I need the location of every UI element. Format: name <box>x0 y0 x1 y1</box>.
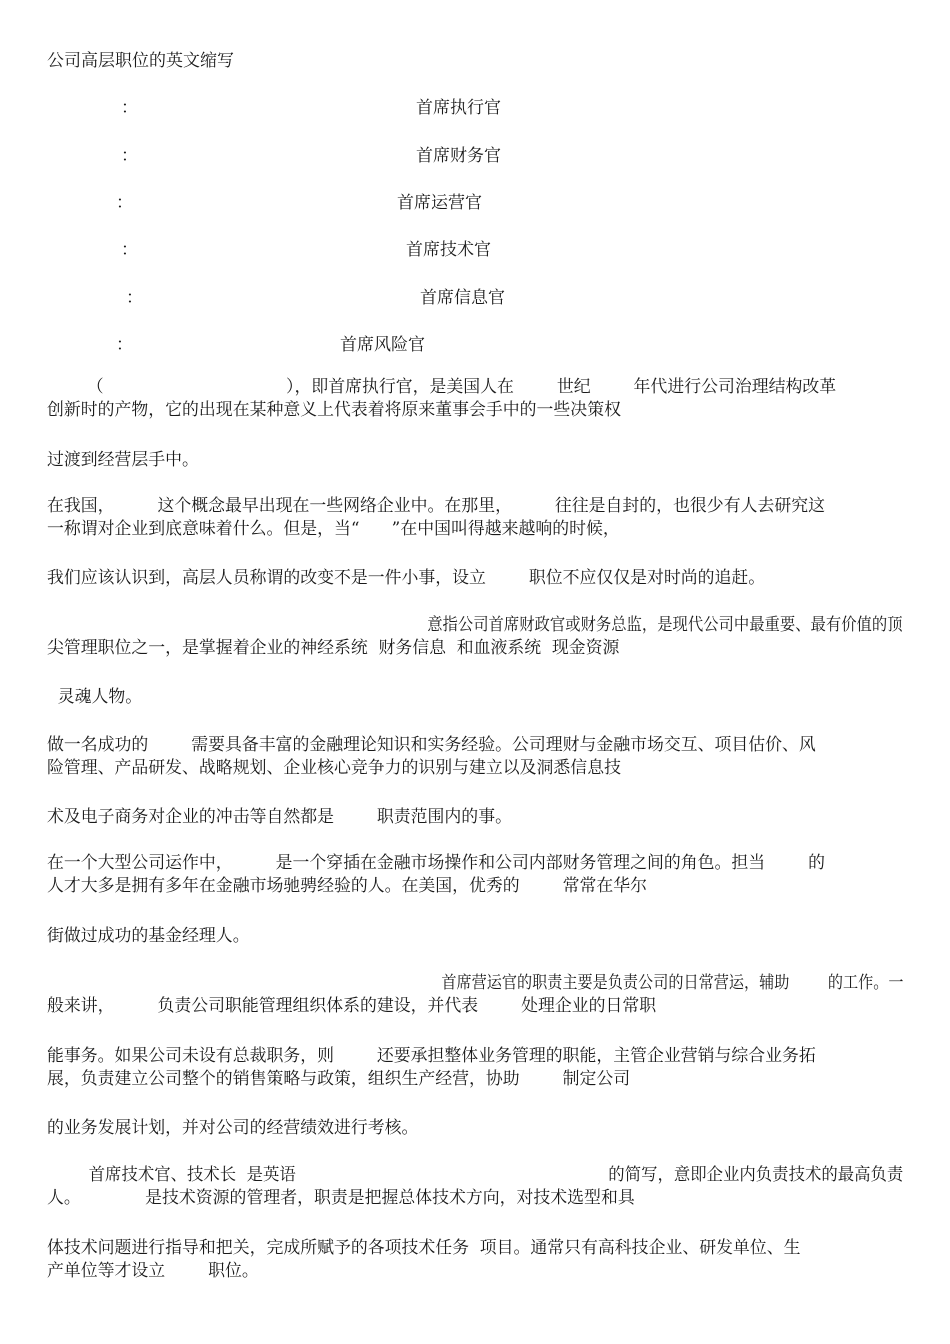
definition-colon: ： <box>126 288 143 308</box>
paragraph-line: 人。 是技术资源的管理者，职责是把握总体技术方向，对技术选型和具 <box>47 1188 635 1208</box>
paragraph <box>47 376 909 422</box>
paragraph-line: 产单位等才设立 职位。 <box>47 1261 259 1281</box>
paragraph <box>47 1237 909 1283</box>
paragraph <box>47 852 909 898</box>
definition-label: 首席风险官 <box>340 335 425 355</box>
paragraph <box>47 495 909 541</box>
definition-label: 首席财务官 <box>416 146 501 166</box>
paragraph-line: 街做过成功的基金经理人。 <box>47 926 250 946</box>
paragraph <box>47 614 909 660</box>
definition-label: 首席技术官 <box>406 240 491 260</box>
paragraph-line: 一称谓对企业到底意味着什么。但是，当“ ”在中国叫得越来越响的时候， <box>47 519 620 539</box>
definition-colon: ： <box>116 193 133 213</box>
definition-label: 首席运营官 <box>397 193 482 213</box>
definition-colon: ： <box>116 335 133 355</box>
paragraph-line: 在我国， 这个概念最早出现在一些网络企业中。在那里， 往往是自封的，也很少有人去研究这 <box>47 496 825 516</box>
paragraph-line: 能事务。如果公司未设有总裁职务，则 还要承担整体业务管理的职能，主管企业营销与综合业务拓 <box>47 1046 816 1066</box>
paragraph-line: 意指公司首席财政官或财务总监，是现代公司中最重要、最有价值的顶 <box>47 615 903 635</box>
paragraph-line: 的业务发展计划，并对公司的经营绩效进行考核。 <box>47 1118 419 1138</box>
definition-colon: ： <box>121 240 138 260</box>
paragraph-line: 创新时的产物，它的出现在某种意义上代表着将原来董事会手中的一些决策权 <box>47 400 621 420</box>
paragraph <box>47 806 909 829</box>
paragraph <box>47 734 909 780</box>
document-title: 公司高层职位的英文缩写 <box>47 51 234 71</box>
paragraph <box>47 1117 909 1140</box>
paragraph-line: 过渡到经营层手中。 <box>47 450 199 470</box>
paragraph-line: 尖管理职位之一，是掌握着企业的神经系统 财务信息 和血液系统 现金资源 <box>47 638 620 658</box>
paragraph-line: 体技术问题进行指导和把关，完成所赋予的各项技术任务 项目。通常只有高科技企业、研发单位、生 <box>47 1238 801 1258</box>
paragraph <box>47 972 909 1018</box>
paragraph-line: 人才大多是拥有多年在金融市场驰骋经验的人。在美国，优秀的 常常在华尔 <box>47 876 648 896</box>
paragraph-line: 般来讲， 负责公司职能管理组织体系的建设，并代表 处理企业的日常职 <box>47 996 657 1016</box>
paragraph-line: （ ），即首席执行官，是美国人在 世纪 年代进行公司治理结构改革 <box>86 377 837 397</box>
paragraph <box>47 449 909 472</box>
paragraph-line: 险管理、产品研发、战略规划、企业核心竞争力的识别与建立以及洞悉信息技 <box>47 758 621 778</box>
paragraph <box>47 925 909 948</box>
definition-colon: ： <box>121 146 138 166</box>
paragraph-line: 我们应该认识到，高层人员称谓的改变不是一件小事，设立 职位不应仅仅是对时尚的追赶。 <box>47 568 766 588</box>
paragraph-line: 在一个大型公司运作中， 是一个穿插在金融市场操作和公司内部财务管理之间的角色。担当 的 <box>47 853 825 873</box>
paragraph-line: 术及电子商务对企业的冲击等自然都是 职责范围内的事。 <box>47 807 512 827</box>
paragraph-line: 灵魂人物。 <box>47 687 143 707</box>
definition-label: 首席执行官 <box>416 98 501 118</box>
definition-label: 首席信息官 <box>420 288 505 308</box>
paragraph <box>47 567 909 590</box>
definition-colon: ： <box>121 98 138 118</box>
paragraph-line: 展，负责建立公司整个的销售策略与政策，组织生产经营，协助 制定公司 <box>47 1069 631 1089</box>
paragraph-line: 首席营运官的职责主要是负责公司的日常营运，辅助 的工作。一 <box>47 973 904 993</box>
paragraph <box>47 1045 909 1091</box>
paragraph <box>47 686 909 709</box>
paragraph <box>47 1164 909 1210</box>
paragraph-line: 首席技术官、技术长 是英语 的简写，意即企业内负责技术的最高负责 <box>47 1165 904 1185</box>
paragraph-line: 做一名成功的 需要具备丰富的金融理论知识和实务经验。公司理财与金融市场交互、项目估价、风 <box>47 735 816 755</box>
